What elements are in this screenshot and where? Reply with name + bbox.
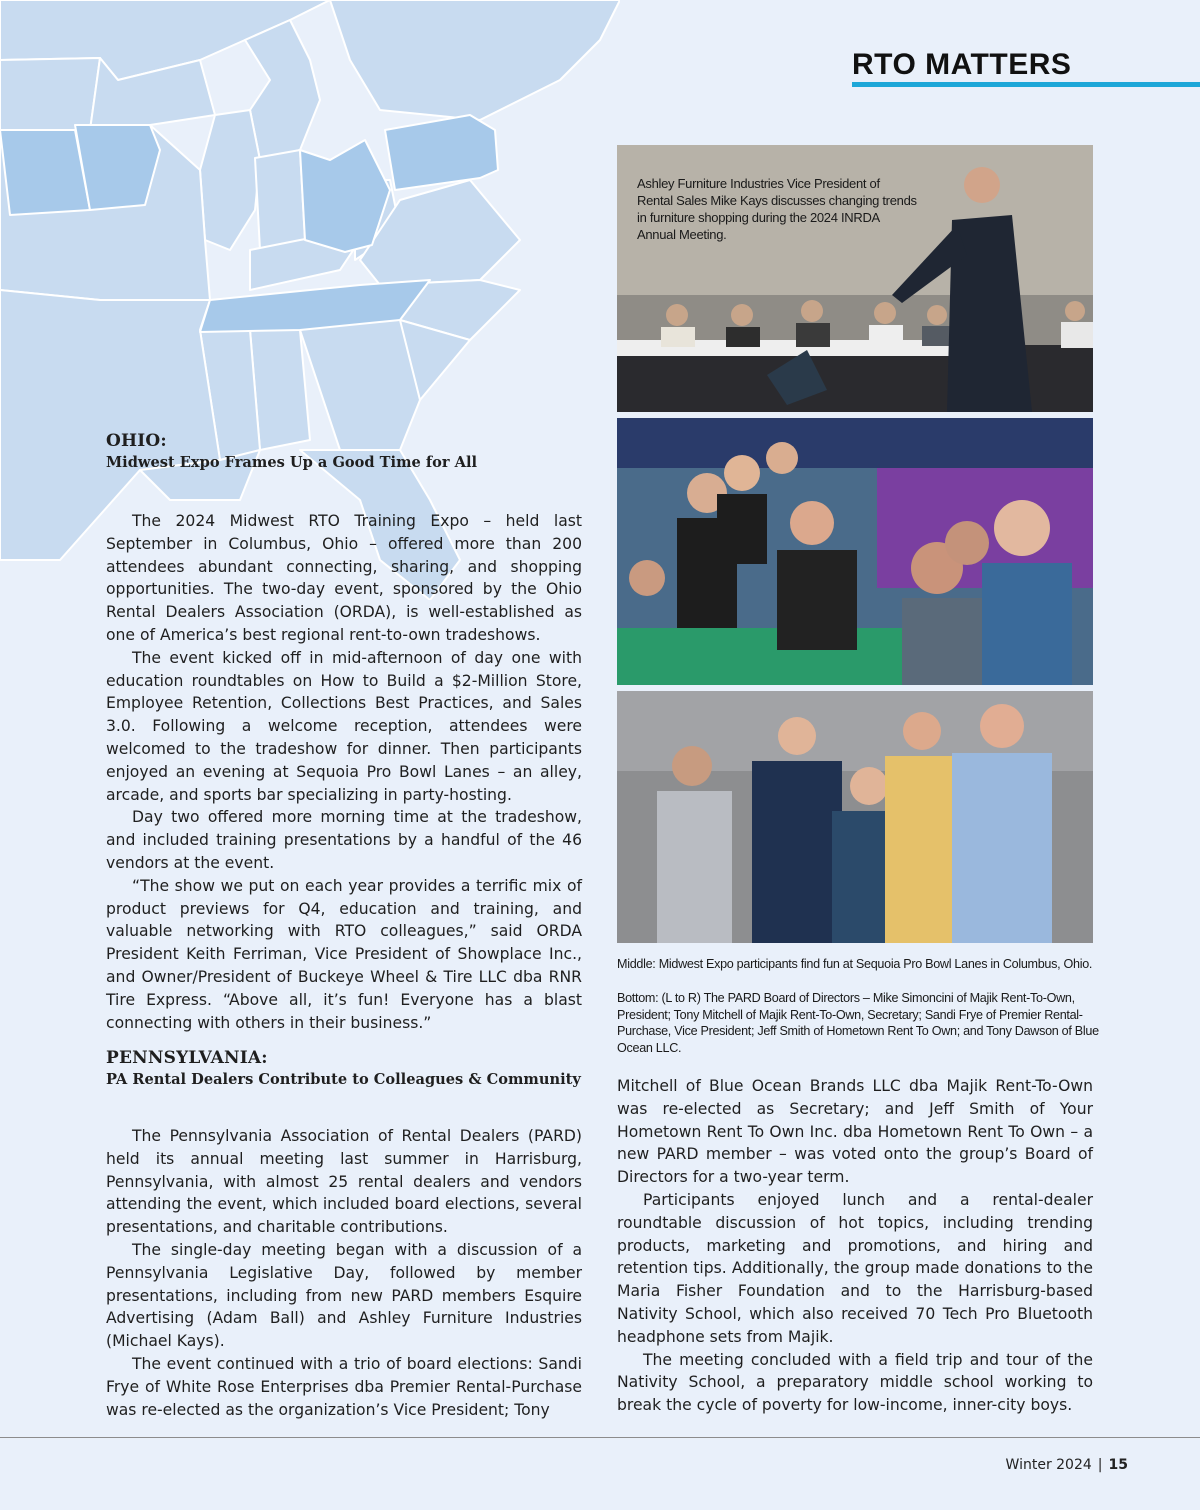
ohio-paragraph-1: The 2024 Midwest RTO Training Expo – held last September in Columbus, Ohio – offered more than 200 attendees abundant connecting, sharing, and shopping opportunities. The two-day event, sponsored by the Ohio Rental Dealers Association (ORDA), is well-established as one of America’s best regional rent-to-own tradeshows. (106, 512, 582, 644)
page-number: 15 (1108, 1457, 1128, 1473)
pennsylvania-heading: PENNSYLVANIA: (106, 1048, 268, 1068)
ohio-paragraph-2: The event kicked off in mid-afternoon of day one with education roundtables on How to Build a $2-Million Store, Employee Retention, Collections Best Practices, and Sales 3.0. Following a welcome reception, attendees were welcomed to the tradeshow for dinner. Then participants enjoyed an evening at Sequoia Pro Bowl Lanes – an alley, arcade, and sports bar specializing in party-hosting. (106, 648, 582, 804)
pennsylvania-paragraph-2: The single-day meeting began with a discussion of a Pennsylvania Legislative Day, followed by member presentations, including from new PARD members Esquire Advertising (Adam Ball) and Ashley Furniture Industries (Michael Kays). (106, 1240, 582, 1351)
pennsylvania-article (106, 1047, 582, 1421)
pennsylvania-paragraph-3: The event continued with a trio of board elections: Sandi Frye of White Rose Enterprises dba Premier Rental-Purchase was re-elected as the organization’s Vice President; Tony (106, 1354, 582, 1419)
section-header (852, 48, 1200, 87)
pennsylvania-paragraph-4: Participants enjoyed lunch and a rental-dealer roundtable discussion of hot topics, including trending products, marketing and promotions, and hiring and retention tips. Additionally, the group made donations to the Maria Fisher Foundation and to the Harrisburg-based Nativity School, which also received 70 Tech Pro Bluetooth headphone sets from Majik. (617, 1190, 1093, 1346)
ohio-paragraph-4: “The show we put on each year provides a terrific mix of product previews for Q4, education and training, and valuable networking with RTO colleagues,” said ORDA President Keith Ferriman, Vice President of Showplace Inc., and Owner/President of Buckeye Wheel & Tire LLC dba RNR Tire Express. “Above all, it’s fun! Everyone has a blast connecting with others in their business.” (106, 876, 582, 1032)
ohio-subheading: Midwest Expo Frames Up a Good Time for All (106, 454, 478, 471)
top-photo-caption: Ashley Furniture Industries Vice President of Rental Sales Mike Kays discusses changing trends in furniture shopping during the 2024 INRDA Annual Meeting. (637, 176, 917, 242)
pennsylvania-paragraph-3-cont: Mitchell of Blue Ocean Brands LLC dba Majik Rent-To-Own was re-elected as Secretary; and Jeff Smith of Your Hometown Rent To Own Inc. dba Hometown Rent To Own – a new PARD member – was voted onto the group’s Board of Directors for a two-year term. (617, 1077, 1093, 1187)
middle-photo-caption: Middle: Midwest Expo participants find fun at Sequoia Pro Bowl Lanes in Columbus, Ohio. (617, 957, 1093, 971)
pennsylvania-paragraph-1: The Pennsylvania Association of Rental Dealers (PARD) held its annual meeting last summer in Harrisburg, Pennsylvania, with almost 25 rental dealers and vendors attending the event, which included board elections, several presentations, and charitable contributions. (106, 1127, 582, 1237)
page-footer (1006, 1457, 1128, 1473)
board-photo-illustration (617, 691, 1093, 943)
photo-annual-meeting (617, 145, 1093, 412)
bowling-photo-illustration (617, 418, 1093, 685)
ohio-article (106, 430, 582, 1034)
pennsylvania-article-continued (617, 1075, 1093, 1417)
pennsylvania-paragraph-5: The meeting concluded with a field trip and tour of the Nativity School, a preparatory middle school working to break the cycle of poverty for low-income, inner-city boys. (617, 1350, 1093, 1415)
photo-bowling-party (617, 418, 1093, 685)
accent-rule (852, 82, 1200, 87)
ohio-heading: OHIO: (106, 431, 167, 451)
footer-rule (0, 1437, 1200, 1438)
bottom-photo-caption: Bottom: (L to R) The PARD Board of Directors – Mike Simoncini of Majik Rent-To-Own, President; Tony Mitchell of Majik Rent-To-Own, Secretary; Sandi Frye of Premier Rental-Purchase, Vice President; Jeff Smith of Hometown Rent To Own; and Tony Dawson of Blue Ocean LLC. (617, 991, 1099, 1055)
pennsylvania-subheading: PA Rental Dealers Contribute to Colleagues & Community (106, 1071, 581, 1088)
issue-label: Winter 2024 (1005, 1457, 1092, 1473)
section-title: RTO MATTERS (852, 48, 1072, 81)
ohio-paragraph-3: Day two offered more morning time at the tradeshow, and included training presentations by a handful of the 46 vendors at the event. (106, 808, 582, 872)
photo-pard-board (617, 691, 1093, 943)
footer-separator: | (1097, 1457, 1103, 1473)
